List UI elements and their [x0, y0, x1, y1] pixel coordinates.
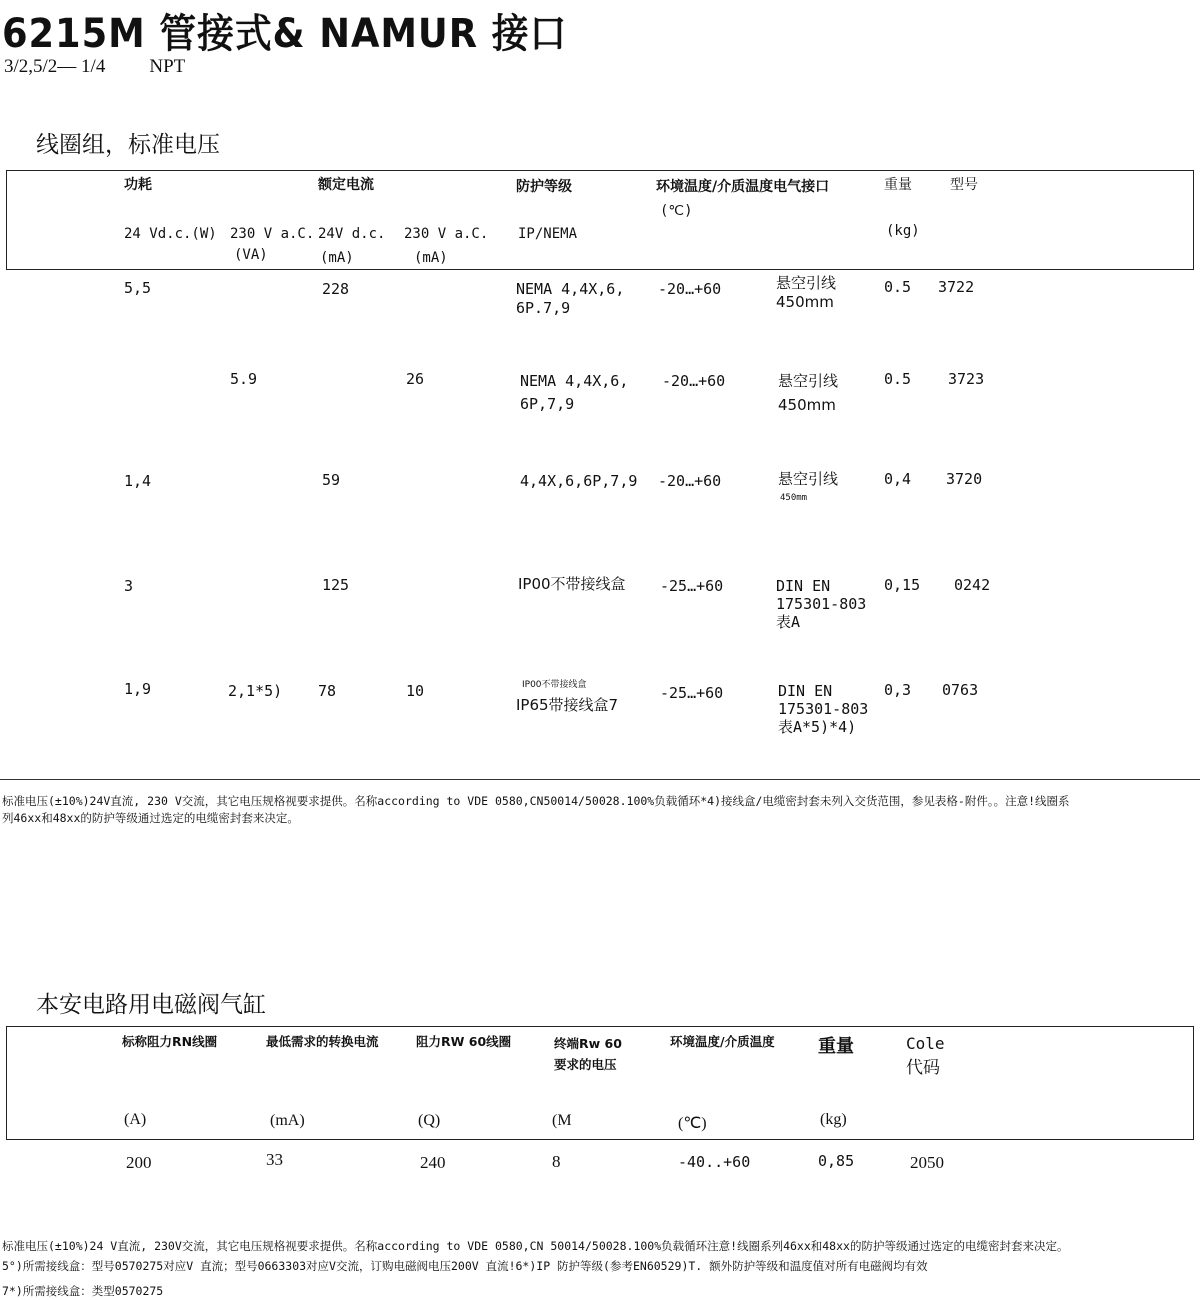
header2-rn: 标称阻力RN线圈 [122, 1034, 218, 1049]
row1-model: 3722 [938, 278, 975, 296]
page-title: 6215M 管接式& NAMUR 接口 [2, 11, 568, 57]
unit2-kg: (kg) [820, 1111, 847, 1128]
row1-temp: -20…+60 [658, 280, 722, 298]
row2-p230: 5.9 [230, 370, 258, 388]
row4-elec: DIN EN 175301-803 表A [776, 577, 867, 631]
header2-code1: Cole [906, 1034, 945, 1053]
header2-weight: 重量 [818, 1036, 854, 1057]
row5-temp: -25…+60 [660, 684, 724, 702]
row2-1-rw: 240 [420, 1153, 446, 1172]
header2-rw: 阻力RW 60线圈 [416, 1034, 512, 1049]
section2-note-1: 标准电压(±10%)24 V直流, 230V交流，其它电压规格视要求提供。名称according to VDE 0580,CN 50014/50028.100%负载循环注意!线圈系列46xx和48xx的防护等级通过选定的电缆密封套来决定。 [2, 1239, 1069, 1253]
row2-1-code: 2050 [910, 1153, 944, 1172]
row2-1-temp: -40..+60 [678, 1153, 751, 1171]
header-model: 型号 [950, 177, 978, 193]
header2-term2: 要求的电压 [554, 1057, 617, 1072]
row5-prot: IP65带接线盒7 [516, 696, 619, 714]
row2-1-min: 33 [266, 1150, 283, 1169]
section1-note-line1: 标准电压(±10%)24V直流, 230 V交流，其它电压规格视要求提供。名称according to VDE 0580,CN50014/50028.100%负载循环*4)接线盒/电缆密封套未列入交货范围，参见表格-附件。。注意!线圈系 [2, 794, 1070, 808]
row1-elec: 悬空引线 450mm [776, 274, 837, 311]
header-24vdc-ma: 24V d.c. [318, 226, 386, 242]
row2-i230: 26 [406, 370, 425, 388]
row4-weight: 0,15 [884, 576, 921, 594]
row2-1-weight: 0,85 [818, 1152, 855, 1170]
row4-p24: 3 [124, 577, 134, 595]
header-temp-elec: 环境温度/介质温度电气接口 [656, 179, 830, 195]
unit2-m: (M [552, 1112, 572, 1129]
header-temp-unit: (℃) [660, 203, 693, 219]
row5-weight: 0,3 [884, 681, 912, 699]
row1-prot: NEMA 4,4X,6, 6P.7,9 [516, 280, 625, 317]
header-kg: (kg) [886, 223, 920, 239]
row2-elec: 悬空引线 450mm [778, 372, 839, 414]
row4-model: 0242 [954, 576, 991, 594]
row3-model: 3720 [946, 470, 983, 488]
section2-note-2: 5°)所需接线盒：型号0570275对应V 直流；型号0663303对应V交流，订购电磁阀电压200V 直流!6*)IP 防护等级(参考EN60529)T. 额外防护等级和温度值对所有电磁阀均有效 [2, 1259, 928, 1273]
row5-model: 0763 [942, 681, 979, 699]
row2-model: 3723 [948, 370, 985, 388]
row4-prot: IP00不带接线盒 [518, 575, 626, 593]
row5-i230: 10 [406, 682, 425, 700]
header2-code2: 代码 [906, 1058, 940, 1078]
header-protection: 防护等级 [516, 179, 572, 195]
section1-divider [0, 779, 1200, 780]
section2-title: 本安电路用电磁阀气缸 [36, 992, 266, 1018]
port-sizes: 3/2,5/2— 1/4 [4, 56, 106, 77]
header-230vac: 230 V a.C. [230, 226, 315, 242]
header-weight: 重量 [884, 177, 912, 193]
row3-temp: -20…+60 [658, 472, 722, 490]
unit2-q: (Q) [418, 1112, 441, 1129]
row1-weight: 0.5 [884, 278, 912, 296]
header2-term1: 终端Rw 60 [554, 1036, 622, 1051]
page-subtitle [4, 56, 185, 78]
header-ma2: (mA) [414, 250, 448, 266]
row2-temp: -20…+60 [662, 372, 726, 390]
row4-i24: 125 [322, 576, 350, 594]
unit2-ma: (mA) [270, 1112, 305, 1129]
header2-min-current: 最低需求的转换电流 [266, 1034, 379, 1049]
row3-i24: 59 [322, 471, 341, 489]
row3-p24: 1,4 [124, 472, 152, 490]
header2-temp: 环境温度/介质温度 [670, 1034, 775, 1049]
header-current: 额定电流 [318, 177, 374, 193]
row5-p230: 2,1*5) [228, 682, 283, 700]
header-230vac-ma: 230 V a.C. [404, 226, 489, 242]
section1-header-box [6, 170, 1194, 270]
unit2-c: (℃) [678, 1115, 707, 1132]
header-power: 功耗 [124, 177, 152, 193]
unit2-a: (A) [124, 1111, 147, 1128]
row5-elec: DIN EN 175301-803 表A*5)*4) [778, 682, 869, 736]
row3-weight: 0,4 [884, 470, 912, 488]
header-24vdc-w: 24 Vd.c.(W) [124, 226, 217, 242]
row2-prot: NEMA 4,4X,6, 6P,7,9 [520, 372, 629, 413]
row4-temp: -25…+60 [660, 577, 724, 595]
row1-p24: 5,5 [124, 279, 152, 297]
row5-p24: 1,9 [124, 680, 152, 698]
row1-i24: 228 [322, 280, 350, 298]
row3-elec: 悬空引线 [778, 470, 839, 488]
row3-prot: 4,4X,6,6P,7,9 [520, 472, 638, 490]
row2-weight: 0.5 [884, 370, 912, 388]
row3-elec-small: 450mm [780, 493, 808, 503]
row2-1-rn: 200 [126, 1153, 152, 1172]
thread-type: NPT [149, 56, 186, 77]
header-ma1: (mA) [320, 250, 354, 266]
row2-1-term: 8 [552, 1152, 561, 1171]
header-va-unit: (VA) [234, 247, 268, 263]
section2-note-3: 7*)所需接线盒：类型0570275 [2, 1284, 164, 1298]
row5-prot-small: IP00不带接线盒 [522, 680, 587, 690]
section1-note-line2: 列46xx和48xx的防护等级通过选定的电缆密封套来决定。 [2, 811, 299, 825]
section1-title: 线圈组，标准电压 [36, 132, 220, 158]
row5-i24: 78 [318, 682, 337, 700]
header-ip-nema: IP/NEMA [518, 226, 578, 242]
